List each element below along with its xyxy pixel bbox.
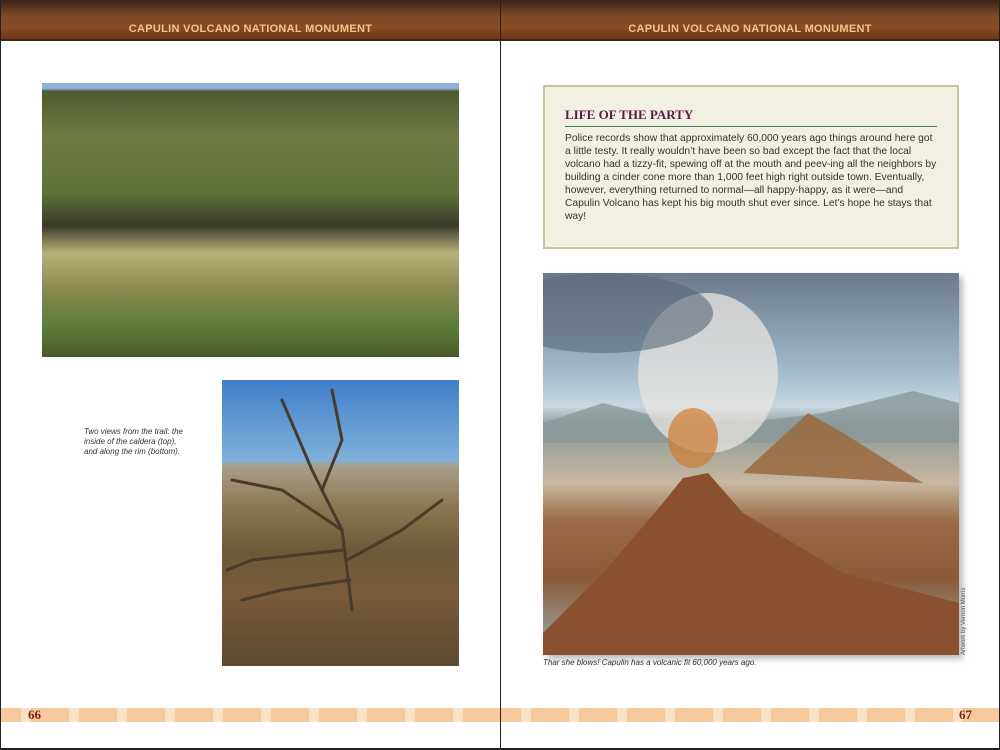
page-number: 66: [28, 707, 41, 722]
artwork-credit: Artwork by Vernon Morris: [961, 587, 967, 655]
painting-caption: Thar she blows! Capulin has a volcanic fit 60,000 years ago.: [543, 658, 757, 667]
volcano-painting: [543, 273, 959, 655]
sidebar-title: LIFE OF THE PARTY: [565, 107, 937, 127]
footer-band: [1, 708, 500, 722]
running-header: [501, 0, 999, 41]
sidebar-box: [543, 85, 959, 249]
volcano-shapes: [543, 273, 959, 655]
footer-band: [501, 708, 999, 722]
header-title: CAPULIN VOLCANO NATIONAL MONUMENT: [628, 23, 872, 35]
sidebar-body: Police records show that approximately 60,000 years ago things around here got a little testy. It really wouldn’t have been so bad except the fact that the local volcano had a tizzy-fit, spewing off at the mouth and peev-ing all the neighbors by building a cinder cone more than 1,000 feet high right outside town. Eventually, however, everything returned to normal—all happy-happy, as it were—and Capulin Volcano has kept his big mouth shut ever since. Let’s hope he stays that way!: [565, 133, 937, 222]
caldera-photo: [42, 83, 459, 357]
running-header: [1, 0, 500, 41]
dead-tree-illustration: [222, 380, 459, 666]
right-page: [500, 0, 1000, 750]
rim-photo: [222, 380, 459, 666]
page-number: 67: [959, 707, 972, 722]
photo-caption: Two views from the trail: the inside of the caldera (top), and along the rim (bottom).: [84, 427, 183, 456]
header-title: CAPULIN VOLCANO NATIONAL MONUMENT: [128, 23, 373, 35]
